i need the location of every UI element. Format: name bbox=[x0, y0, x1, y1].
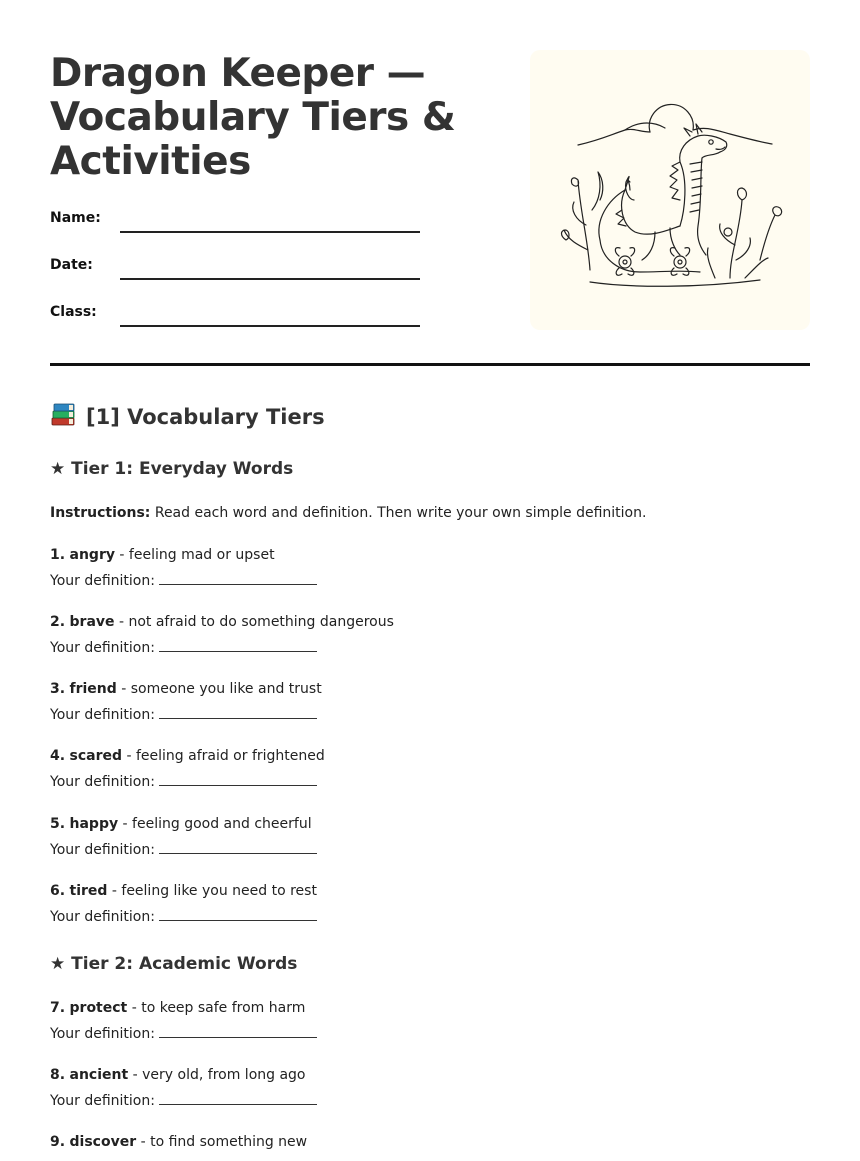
definition-blank[interactable] bbox=[159, 1090, 317, 1105]
instructions bbox=[50, 503, 646, 523]
instructions-label: Instructions: bbox=[50, 505, 151, 521]
vocab-word: ancient bbox=[69, 1067, 129, 1083]
tier1-heading: ★ Tier 1: Everyday Words bbox=[50, 459, 294, 479]
tier2-heading: ★ Tier 2: Academic Words bbox=[50, 954, 298, 974]
vocab-definition: - very old, from long ago bbox=[128, 1067, 306, 1083]
vocab-definition: - to find something new bbox=[136, 1134, 308, 1150]
vocab-item bbox=[50, 743, 325, 795]
class-field[interactable] bbox=[50, 296, 420, 326]
vocab-item bbox=[50, 995, 317, 1047]
name-line[interactable] bbox=[120, 231, 420, 233]
definition-blank[interactable] bbox=[159, 570, 317, 585]
section-heading-text: [1] Vocabulary Tiers bbox=[86, 405, 325, 429]
vocab-number: 2. bbox=[50, 614, 66, 630]
vocab-word: brave bbox=[69, 614, 115, 630]
definition-blank[interactable] bbox=[159, 906, 317, 921]
vocab-number: 1. bbox=[50, 547, 66, 563]
name-field[interactable] bbox=[50, 202, 420, 232]
your-definition-label: Your definition: bbox=[50, 1026, 155, 1042]
instructions-text: Read each word and definition. Then write your own simple definition. bbox=[150, 505, 647, 521]
vocab-word: tired bbox=[69, 883, 108, 899]
vocab-item bbox=[50, 1129, 307, 1155]
your-definition-label: Your definition: bbox=[50, 1093, 155, 1109]
class-line[interactable] bbox=[120, 325, 420, 327]
vocab-item bbox=[50, 878, 317, 930]
worksheet-title: Dragon Keeper — Vocabulary Tiers & Activities bbox=[50, 51, 456, 184]
date-label: Date: bbox=[50, 257, 93, 273]
vocab-number: 9. bbox=[50, 1134, 66, 1150]
definition-blank[interactable] bbox=[159, 839, 317, 854]
date-field[interactable] bbox=[50, 249, 420, 279]
your-definition-label: Your definition: bbox=[50, 842, 155, 858]
vocab-definition: - feeling good and cheerful bbox=[118, 816, 312, 832]
section-vocabulary-tiers bbox=[50, 402, 325, 432]
vocab-item bbox=[50, 811, 317, 863]
vocab-number: 6. bbox=[50, 883, 66, 899]
vocab-definition: - feeling mad or upset bbox=[114, 547, 275, 563]
definition-blank[interactable] bbox=[159, 637, 317, 652]
your-definition-label: Your definition: bbox=[50, 774, 155, 790]
vocab-word: discover bbox=[69, 1134, 137, 1150]
vocab-number: 5. bbox=[50, 816, 66, 832]
vocab-word: angry bbox=[69, 547, 115, 563]
vocab-item bbox=[50, 676, 322, 728]
vocab-item bbox=[50, 609, 394, 661]
your-definition-label: Your definition: bbox=[50, 640, 155, 656]
books-icon bbox=[50, 403, 78, 427]
your-definition-label: Your definition: bbox=[50, 573, 155, 589]
vocab-item bbox=[50, 542, 317, 594]
section-divider bbox=[50, 363, 810, 366]
class-label: Class: bbox=[50, 304, 97, 320]
vocab-number: 3. bbox=[50, 681, 66, 697]
vocab-word: scared bbox=[69, 748, 123, 764]
definition-blank[interactable] bbox=[159, 771, 317, 786]
vocab-definition: - feeling afraid or frightened bbox=[122, 748, 325, 764]
vocab-word: friend bbox=[69, 681, 117, 697]
vocab-definition: - feeling like you need to rest bbox=[107, 883, 317, 899]
your-definition-label: Your definition: bbox=[50, 909, 155, 925]
vocab-definition: - to keep safe from harm bbox=[127, 1000, 306, 1016]
vocab-word: happy bbox=[69, 816, 119, 832]
vocab-number: 4. bbox=[50, 748, 66, 764]
vocab-item bbox=[50, 1062, 317, 1114]
definition-blank[interactable] bbox=[159, 1023, 317, 1038]
vocab-number: 7. bbox=[50, 1000, 66, 1016]
vocab-definition: - someone you like and trust bbox=[116, 681, 322, 697]
dragon-illustration bbox=[530, 50, 810, 330]
name-label: Name: bbox=[50, 210, 101, 226]
date-line[interactable] bbox=[120, 278, 420, 280]
vocab-word: protect bbox=[69, 1000, 128, 1016]
your-definition-label: Your definition: bbox=[50, 707, 155, 723]
dragon-icon bbox=[530, 50, 810, 330]
vocab-definition: - not afraid to do something dangerous bbox=[114, 614, 394, 630]
definition-blank[interactable] bbox=[159, 704, 317, 719]
vocab-number: 8. bbox=[50, 1067, 66, 1083]
